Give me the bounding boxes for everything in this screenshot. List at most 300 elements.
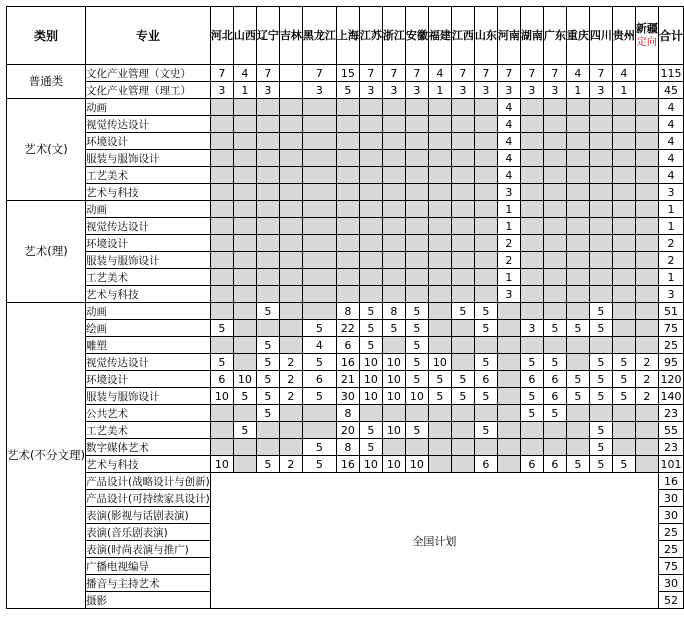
quota-cell <box>612 218 635 235</box>
quota-cell: 8 <box>382 303 405 320</box>
quota-cell <box>543 303 566 320</box>
province-name: 安徽 <box>405 28 428 42</box>
quota-cell <box>279 116 302 133</box>
quota-cell <box>428 269 451 286</box>
quota-cell <box>359 184 382 201</box>
quota-cell <box>256 320 279 337</box>
total-cell: 25 <box>658 541 683 558</box>
quota-cell <box>405 252 428 269</box>
quota-cell <box>382 218 405 235</box>
quota-cell <box>497 371 520 388</box>
major-cell: 播音与主持艺术 <box>85 575 210 592</box>
quota-cell: 7 <box>474 65 497 82</box>
quota-cell <box>210 133 233 150</box>
quota-cell <box>233 235 256 252</box>
quota-cell <box>428 303 451 320</box>
quota-cell: 20 <box>336 422 359 439</box>
quota-cell: 3 <box>543 82 566 99</box>
quota-cell <box>279 320 302 337</box>
quota-cell: 5 <box>336 82 359 99</box>
header-province <box>497 7 520 65</box>
quota-cell <box>566 133 589 150</box>
quota-cell: 1 <box>497 218 520 235</box>
quota-cell: 4 <box>497 99 520 116</box>
quota-cell: 4 <box>233 65 256 82</box>
quota-cell: 5 <box>382 320 405 337</box>
quota-cell <box>520 337 543 354</box>
quota-cell: 2 <box>279 456 302 473</box>
quota-cell <box>520 218 543 235</box>
quota-cell <box>612 150 635 167</box>
quota-cell <box>405 201 428 218</box>
quota-cell: 2 <box>497 235 520 252</box>
quota-cell <box>233 456 256 473</box>
quota-cell: 3 <box>520 320 543 337</box>
major-cell: 服装与服饰设计 <box>85 252 210 269</box>
quota-cell <box>233 218 256 235</box>
quota-cell <box>635 303 658 320</box>
quota-cell: 5 <box>543 320 566 337</box>
quota-cell <box>279 150 302 167</box>
quota-cell <box>543 116 566 133</box>
total-cell: 95 <box>658 354 683 371</box>
quota-cell <box>474 133 497 150</box>
quota-cell <box>279 405 302 422</box>
table-row <box>7 337 684 354</box>
quota-cell <box>233 116 256 133</box>
total-cell: 30 <box>658 490 683 507</box>
quota-cell <box>256 167 279 184</box>
quota-cell: 10 <box>405 456 428 473</box>
quota-cell: 10 <box>382 388 405 405</box>
total-cell: 30 <box>658 575 683 592</box>
quota-cell <box>451 235 474 252</box>
quota-cell: 10 <box>382 354 405 371</box>
quota-cell: 5 <box>302 320 336 337</box>
quota-cell: 5 <box>233 422 256 439</box>
major-cell: 工艺美术 <box>85 269 210 286</box>
major-cell: 动画 <box>85 99 210 116</box>
major-cell: 视觉传达设计 <box>85 116 210 133</box>
header-province <box>233 7 256 65</box>
quota-cell: 5 <box>566 388 589 405</box>
quota-cell <box>451 337 474 354</box>
quota-cell <box>474 218 497 235</box>
quota-cell <box>497 303 520 320</box>
category-cell: 艺术(文) <box>7 99 86 201</box>
quota-cell: 6 <box>520 456 543 473</box>
quota-cell: 5 <box>589 456 612 473</box>
header-province <box>302 7 336 65</box>
quota-cell <box>405 235 428 252</box>
major-cell: 广播电视编导 <box>85 558 210 575</box>
quota-cell: 5 <box>302 354 336 371</box>
quota-cell <box>474 439 497 456</box>
table-row <box>7 235 684 252</box>
quota-cell <box>474 337 497 354</box>
quota-cell <box>451 320 474 337</box>
quota-cell: 5 <box>520 354 543 371</box>
total-cell: 4 <box>658 133 683 150</box>
quota-cell <box>520 269 543 286</box>
quota-cell <box>612 286 635 303</box>
quota-cell: 5 <box>566 456 589 473</box>
quota-cell <box>233 269 256 286</box>
table-row <box>7 116 684 133</box>
quota-cell: 5 <box>451 371 474 388</box>
quota-cell <box>302 133 336 150</box>
quota-cell: 6 <box>302 371 336 388</box>
quota-cell <box>428 167 451 184</box>
quota-cell: 2 <box>279 354 302 371</box>
quota-cell <box>520 422 543 439</box>
quota-cell <box>256 286 279 303</box>
quota-cell <box>612 320 635 337</box>
total-cell: 75 <box>658 558 683 575</box>
quota-cell <box>635 82 658 99</box>
quota-cell <box>382 133 405 150</box>
province-name: 广东 <box>543 28 566 42</box>
quota-cell <box>210 269 233 286</box>
quota-cell <box>405 167 428 184</box>
quota-cell <box>543 252 566 269</box>
quota-cell <box>543 439 566 456</box>
major-cell: 工艺美术 <box>85 422 210 439</box>
quota-cell: 5 <box>405 354 428 371</box>
quota-cell <box>336 235 359 252</box>
quota-cell <box>382 150 405 167</box>
quota-cell: 6 <box>543 456 566 473</box>
quota-cell <box>428 337 451 354</box>
quota-cell <box>359 116 382 133</box>
quota-cell <box>382 184 405 201</box>
quota-cell <box>566 218 589 235</box>
quota-cell: 5 <box>474 388 497 405</box>
quota-cell: 16 <box>336 456 359 473</box>
quota-cell <box>566 422 589 439</box>
quota-cell <box>359 252 382 269</box>
total-cell: 23 <box>658 439 683 456</box>
header-province <box>520 7 543 65</box>
header-province <box>543 7 566 65</box>
quota-cell <box>451 354 474 371</box>
quota-cell <box>451 167 474 184</box>
quota-cell <box>359 133 382 150</box>
quota-cell: 7 <box>497 65 520 82</box>
quota-cell: 5 <box>256 354 279 371</box>
table-row <box>7 65 684 82</box>
quota-cell: 1 <box>428 82 451 99</box>
quota-cell <box>210 252 233 269</box>
quota-cell <box>543 201 566 218</box>
major-cell: 视觉传达设计 <box>85 218 210 235</box>
quota-cell <box>543 235 566 252</box>
quota-cell: 5 <box>405 422 428 439</box>
quota-cell <box>405 184 428 201</box>
category-cell: 艺术(不分文理) <box>7 303 86 609</box>
total-cell: 4 <box>658 116 683 133</box>
quota-cell: 5 <box>589 303 612 320</box>
quota-cell: 1 <box>497 269 520 286</box>
quota-cell: 3 <box>256 82 279 99</box>
quota-cell: 10 <box>210 388 233 405</box>
major-cell: 艺术与科技 <box>85 184 210 201</box>
quota-cell <box>566 184 589 201</box>
quota-cell <box>566 303 589 320</box>
quota-cell: 5 <box>210 320 233 337</box>
quota-cell: 6 <box>543 371 566 388</box>
quota-cell: 3 <box>497 184 520 201</box>
quota-cell: 2 <box>279 371 302 388</box>
quota-cell <box>474 405 497 422</box>
category-cell: 普通类 <box>7 65 86 99</box>
table-row <box>7 150 684 167</box>
quota-cell <box>566 116 589 133</box>
quota-cell <box>359 235 382 252</box>
major-cell: 服装与服饰设计 <box>85 150 210 167</box>
quota-cell <box>210 184 233 201</box>
quota-cell <box>566 269 589 286</box>
quota-cell: 5 <box>520 405 543 422</box>
quota-cell <box>279 235 302 252</box>
quota-cell <box>279 439 302 456</box>
quota-cell <box>279 82 302 99</box>
quota-cell <box>589 150 612 167</box>
header-category: 类别 <box>7 7 86 65</box>
quota-cell <box>451 252 474 269</box>
quota-cell <box>451 184 474 201</box>
quota-cell <box>612 116 635 133</box>
quota-cell <box>612 252 635 269</box>
quota-cell <box>256 422 279 439</box>
major-cell: 表演(时尚表演与推广) <box>85 541 210 558</box>
quota-cell <box>210 201 233 218</box>
quota-cell <box>302 201 336 218</box>
quota-cell <box>382 201 405 218</box>
quota-cell <box>635 235 658 252</box>
quota-cell: 16 <box>336 354 359 371</box>
quota-cell: 7 <box>405 65 428 82</box>
quota-cell: 4 <box>497 150 520 167</box>
quota-cell: 3 <box>520 82 543 99</box>
quota-cell: 5 <box>612 388 635 405</box>
table-row <box>7 320 684 337</box>
quota-cell <box>382 337 405 354</box>
quota-cell <box>589 286 612 303</box>
quota-cell <box>233 320 256 337</box>
major-cell: 动画 <box>85 201 210 218</box>
quota-cell: 15 <box>336 65 359 82</box>
major-cell: 服装与服饰设计 <box>85 388 210 405</box>
quota-cell <box>612 167 635 184</box>
quota-cell <box>635 150 658 167</box>
province-name: 新疆 <box>635 21 658 35</box>
quota-cell <box>279 422 302 439</box>
quota-cell <box>382 99 405 116</box>
quota-cell <box>210 167 233 184</box>
header-province <box>279 7 302 65</box>
quota-cell: 5 <box>359 303 382 320</box>
quota-cell <box>566 439 589 456</box>
quota-cell: 5 <box>566 371 589 388</box>
province-name: 河北 <box>210 28 233 42</box>
quota-cell <box>279 99 302 116</box>
quota-cell <box>612 99 635 116</box>
quota-cell <box>302 184 336 201</box>
quota-cell: 3 <box>474 82 497 99</box>
quota-cell <box>451 286 474 303</box>
quota-cell <box>302 269 336 286</box>
quota-cell: 3 <box>382 82 405 99</box>
quota-cell <box>382 269 405 286</box>
province-name: 山西 <box>233 28 256 42</box>
quota-cell <box>302 405 336 422</box>
quota-cell: 2 <box>635 388 658 405</box>
quota-cell <box>520 116 543 133</box>
quota-cell <box>451 439 474 456</box>
table-row <box>7 184 684 201</box>
total-cell: 52 <box>658 592 683 609</box>
quota-cell <box>635 133 658 150</box>
quota-cell <box>635 422 658 439</box>
table-row <box>7 371 684 388</box>
major-cell: 产品设计(可持续家具设计) <box>85 490 210 507</box>
quota-cell <box>302 422 336 439</box>
quota-cell <box>382 252 405 269</box>
table-row <box>7 167 684 184</box>
quota-cell <box>451 133 474 150</box>
quota-cell <box>233 167 256 184</box>
quota-cell <box>359 218 382 235</box>
quota-cell <box>256 99 279 116</box>
quota-cell <box>382 405 405 422</box>
header-province <box>382 7 405 65</box>
quota-cell <box>405 116 428 133</box>
total-cell: 55 <box>658 422 683 439</box>
category-cell: 艺术(理) <box>7 201 86 303</box>
quota-cell <box>635 252 658 269</box>
quota-cell <box>497 388 520 405</box>
quota-cell <box>474 167 497 184</box>
table-row <box>7 354 684 371</box>
quota-cell: 7 <box>520 65 543 82</box>
province-name: 重庆 <box>566 28 589 42</box>
quota-cell <box>451 456 474 473</box>
quota-cell <box>210 99 233 116</box>
quota-cell <box>233 354 256 371</box>
quota-cell: 8 <box>336 303 359 320</box>
quota-cell: 5 <box>612 371 635 388</box>
quota-cell: 5 <box>210 354 233 371</box>
quota-cell <box>566 99 589 116</box>
quota-cell <box>428 201 451 218</box>
quota-cell <box>520 99 543 116</box>
quota-cell <box>382 286 405 303</box>
quota-cell <box>336 116 359 133</box>
quota-cell <box>497 456 520 473</box>
quota-cell <box>233 303 256 320</box>
total-cell: 25 <box>658 337 683 354</box>
quota-cell: 5 <box>256 371 279 388</box>
header-province <box>635 7 658 65</box>
quota-cell <box>589 201 612 218</box>
quota-cell <box>520 439 543 456</box>
quota-cell: 5 <box>428 371 451 388</box>
quota-cell: 5 <box>612 354 635 371</box>
quota-cell <box>210 286 233 303</box>
quota-cell <box>405 218 428 235</box>
quota-cell <box>635 99 658 116</box>
quota-cell <box>382 235 405 252</box>
quota-cell <box>279 303 302 320</box>
quota-cell <box>520 252 543 269</box>
quota-cell <box>474 116 497 133</box>
quota-cell: 5 <box>302 456 336 473</box>
major-cell: 公共艺术 <box>85 405 210 422</box>
quota-cell <box>279 218 302 235</box>
quota-cell: 5 <box>589 439 612 456</box>
table-row <box>7 133 684 150</box>
quota-cell <box>382 167 405 184</box>
quota-cell <box>279 167 302 184</box>
quota-cell: 5 <box>543 354 566 371</box>
quota-cell: 5 <box>405 337 428 354</box>
quota-cell <box>589 167 612 184</box>
quota-cell <box>543 184 566 201</box>
quota-cell <box>543 422 566 439</box>
quota-cell <box>233 184 256 201</box>
quota-cell <box>428 422 451 439</box>
header-province <box>210 7 233 65</box>
quota-cell <box>612 133 635 150</box>
major-cell: 视觉传达设计 <box>85 354 210 371</box>
quota-cell: 7 <box>382 65 405 82</box>
quota-cell <box>566 201 589 218</box>
quota-cell <box>543 167 566 184</box>
quota-cell <box>233 201 256 218</box>
quota-cell <box>635 269 658 286</box>
quota-cell <box>520 150 543 167</box>
quota-cell <box>405 405 428 422</box>
province-name: 四川 <box>589 28 612 42</box>
quota-cell: 4 <box>497 116 520 133</box>
quota-cell <box>210 303 233 320</box>
quota-cell <box>428 456 451 473</box>
quota-cell: 3 <box>405 82 428 99</box>
quota-cell: 4 <box>497 167 520 184</box>
quota-cell: 6 <box>474 371 497 388</box>
quota-cell <box>474 269 497 286</box>
province-name: 浙江 <box>382 28 405 42</box>
quota-cell: 3 <box>451 82 474 99</box>
quota-cell <box>566 167 589 184</box>
quota-cell <box>497 422 520 439</box>
quota-cell: 6 <box>336 337 359 354</box>
quota-cell: 10 <box>359 371 382 388</box>
province-name: 河南 <box>497 28 520 42</box>
quota-cell <box>451 201 474 218</box>
quota-cell <box>256 439 279 456</box>
quota-cell <box>635 218 658 235</box>
quota-cell: 7 <box>543 65 566 82</box>
quota-cell <box>336 286 359 303</box>
quota-cell <box>612 303 635 320</box>
quota-cell: 10 <box>359 456 382 473</box>
table-row <box>7 218 684 235</box>
quota-cell <box>520 286 543 303</box>
quota-cell: 6 <box>210 371 233 388</box>
quota-cell <box>302 116 336 133</box>
